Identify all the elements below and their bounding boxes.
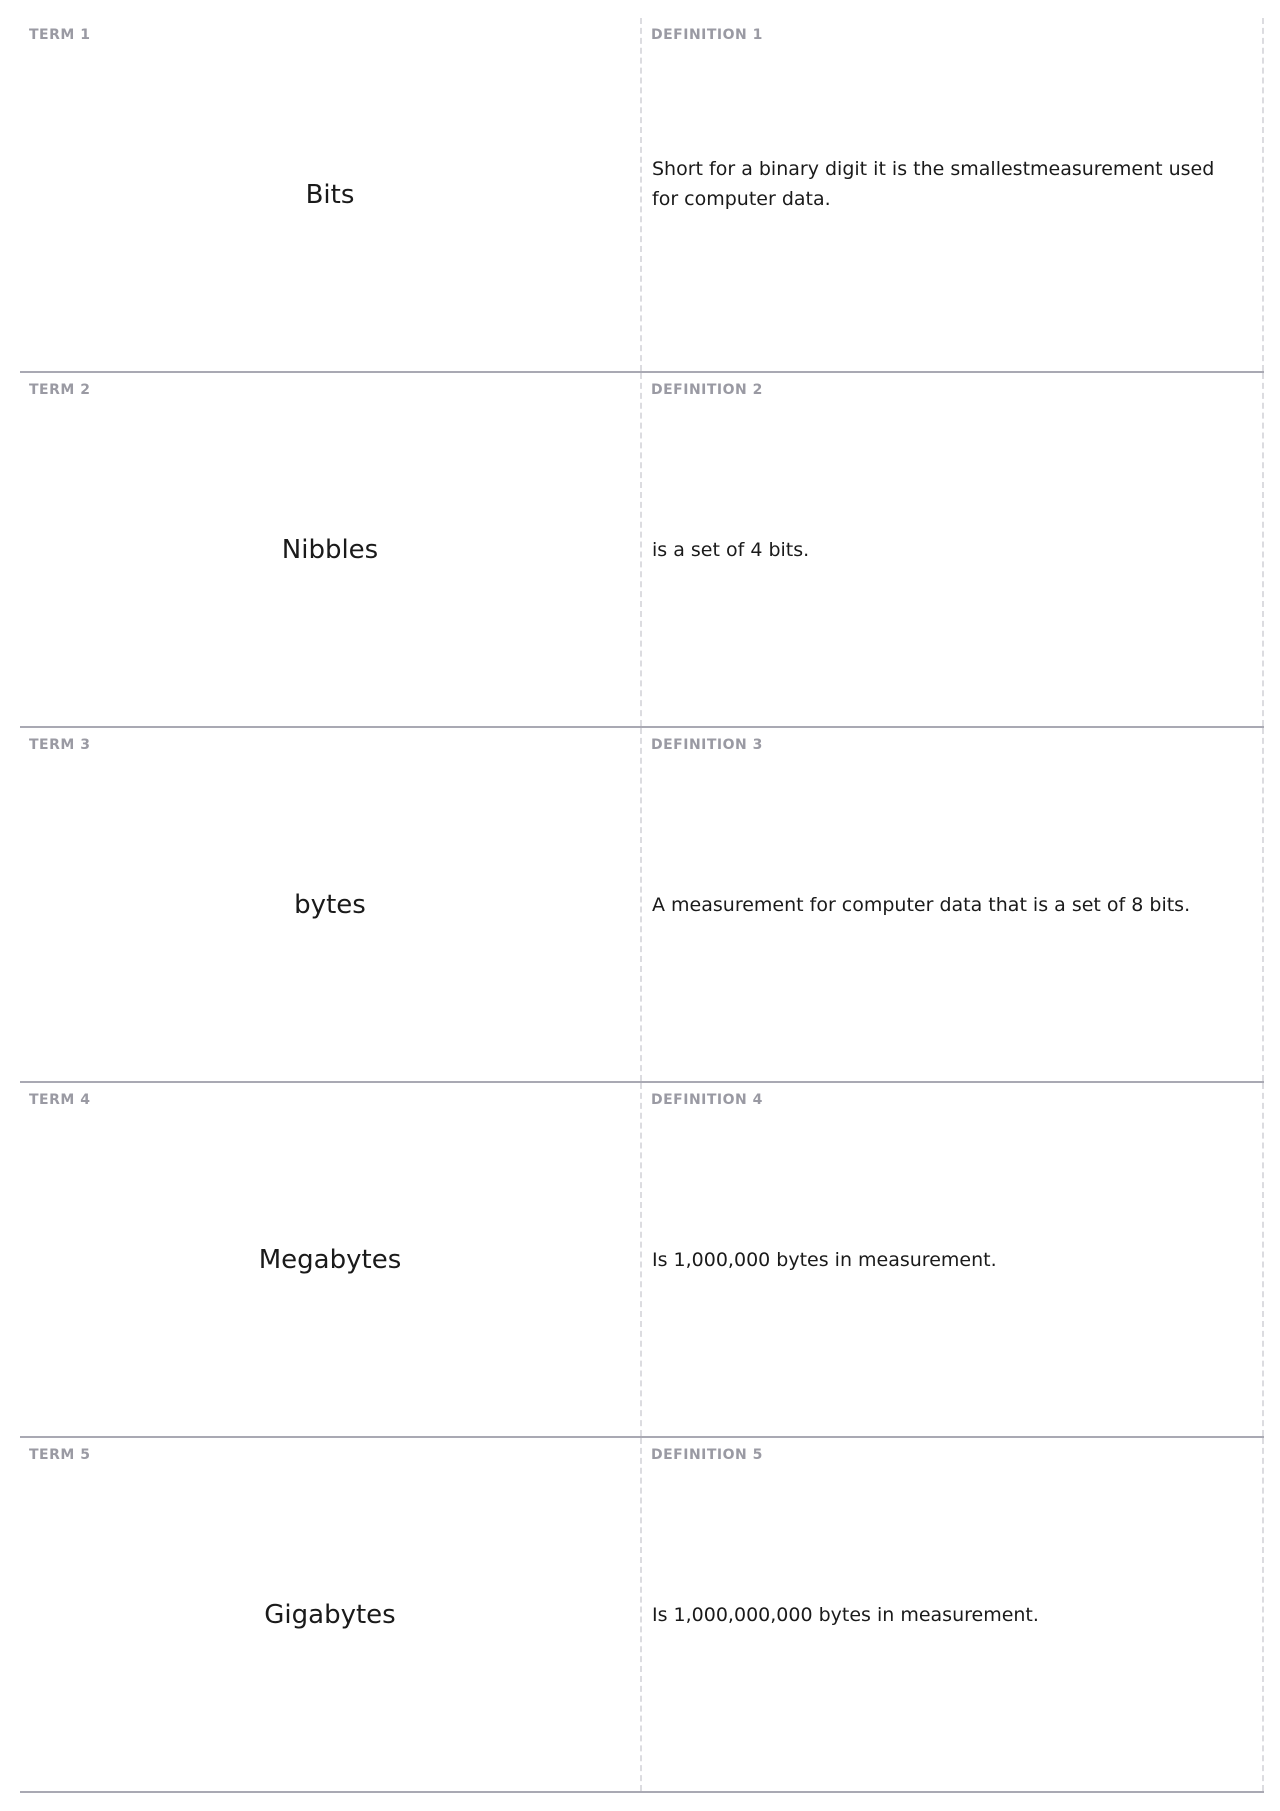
definition-cell [642, 373, 1264, 726]
term-label: TERM 4 [29, 1092, 91, 1108]
definition-cell [642, 1438, 1264, 1791]
term-cell [20, 373, 642, 726]
term-label: TERM 2 [29, 382, 91, 398]
term-cell [20, 1083, 642, 1436]
definition-label: DEFINITION 3 [651, 737, 763, 753]
definition-text: A measurement for computer data that is a set of 8 bits. [652, 893, 1191, 916]
term-text: Gigabytes [264, 1599, 396, 1630]
definition-cell [642, 1083, 1264, 1436]
definition-text: is a set of 4 bits. [652, 538, 810, 561]
term-cell [20, 18, 642, 371]
definition-text: Is 1,000,000 bytes in measurement. [652, 1248, 997, 1271]
flashcard-row [20, 373, 1264, 728]
term-text: Megabytes [258, 1244, 402, 1275]
flashcard-sheet [20, 18, 1264, 1793]
definition-text: Short for a binary digit it is the smallestmeasurement used for computer data. [652, 157, 1215, 210]
term-label: TERM 5 [29, 1447, 91, 1463]
term-text: bytes [294, 889, 366, 920]
term-label: TERM 1 [29, 27, 91, 43]
flashcard-row [20, 18, 1264, 373]
term-label: TERM 3 [29, 737, 91, 753]
definition-cell [642, 18, 1264, 371]
definition-label: DEFINITION 5 [651, 1447, 763, 1463]
term-cell [20, 1438, 642, 1791]
definition-label: DEFINITION 1 [651, 27, 763, 43]
flashcard-row [20, 728, 1264, 1083]
flashcard-row [20, 1083, 1264, 1438]
definition-label: DEFINITION 2 [651, 382, 763, 398]
term-cell [20, 728, 642, 1081]
definition-cell [642, 728, 1264, 1081]
definition-label: DEFINITION 4 [651, 1092, 763, 1108]
term-text: Bits [305, 179, 355, 210]
definition-text: Is 1,000,000,000 bytes in measurement. [652, 1603, 1039, 1626]
term-text: Nibbles [281, 534, 379, 565]
flashcard-row [20, 1438, 1264, 1793]
